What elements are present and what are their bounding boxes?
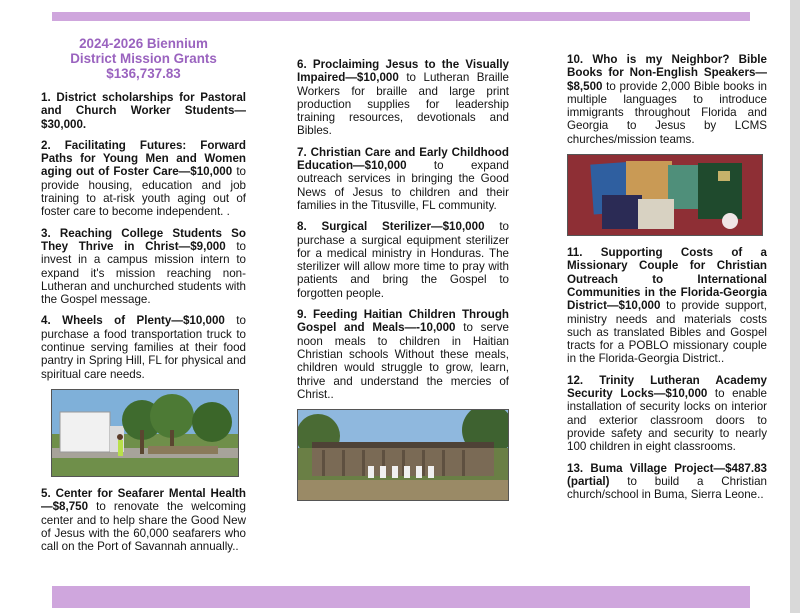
item-number: 13. — [567, 461, 584, 475]
grant-item-11 — [567, 246, 767, 366]
item-body: to provide housing, education and job training to at-risk youth aging out of foster care to become independent. . — [41, 165, 247, 219]
top-color-band — [52, 12, 750, 21]
item-body: to provide support, ministry needs and materials costs such as translated Bibles and Gospel tracts for a POBLO missionary couple in the Florida-Georgia District.. — [567, 299, 767, 366]
item-heading: Wheels of Plenty—$10,000 — [62, 314, 225, 328]
item-body: to build a Christian church/school in Buma, Sierra Leone.. — [567, 474, 767, 502]
grant-item-1 — [41, 91, 246, 131]
item-body: to enable installation of security locks on interior and exterior classroom doors to provide safety and security to nearly 100 children in eight classrooms. — [567, 387, 767, 454]
item-body: to purchase a food transportation truck to continue serving families at their food pantry in Spring Hill, FL for physical and spiritual care needs. — [41, 314, 246, 381]
grant-item-10 — [567, 53, 767, 146]
item-heading: District scholarships for Pastoral and Church Worker Students—$30,000. — [41, 91, 246, 131]
item-body: to Lutheran Braille Workers for braille and large print production supplies for leadership training resources, devotionals and Bibles. — [297, 71, 509, 138]
item-body: to purchase a surgical equipment sterilizer for a medical ministry in Honduras. The sterilizer will allow more time to pray with patients and bring the Gospel to forgotten people. — [297, 220, 509, 300]
item-number: 11. — [567, 246, 583, 260]
grant-item-4 — [41, 314, 246, 380]
item-body: to renovate the welcoming center and to help share the Good New of Jesus with the 60,000 seafarers who call on the Port of Savannah annually.. — [41, 500, 246, 554]
item-heading: Feeding Haitian Children Through Gospel and Meals—-10,000 — [297, 308, 509, 335]
item-heading: Proclaiming Jesus to the Visually Impaired—$10,000 — [297, 58, 509, 85]
column-right — [567, 53, 767, 509]
scan-edge — [790, 0, 800, 613]
title-line-2: District Mission Grants — [70, 51, 217, 66]
grant-item-12 — [567, 374, 767, 454]
item-number: 12. — [567, 373, 584, 387]
item-number: 8. — [297, 220, 307, 234]
item-body: to provide 2,000 Bible books in multiple languages to introduce immigrants throughout Florida and Georgia to Jesus by LCMS churches/mission teams. — [567, 79, 767, 146]
item-number: 5. — [41, 486, 51, 500]
item-number: 6. — [297, 58, 307, 71]
item-heading: Who is my Neighbor? Bible Books for Non-English Speakers—$8,500 — [567, 53, 767, 93]
title-line-1: 2024-2026 Biennium — [79, 36, 208, 51]
item-body: to expand outreach services in bringing the Good News of Jesus to children and their families in the Titusville, FL community. — [297, 159, 509, 212]
food-truck-photo — [51, 389, 239, 477]
item-body: to serve noon meals to children in Haitian Christian schools Without these meals, children would struggle to grow, learn, thrive and understand the mercies of Christ.. — [297, 321, 509, 401]
grant-item-13 — [567, 462, 767, 502]
item-heading: Trinity Lutheran Academy Security Locks—$10,000 — [567, 373, 767, 401]
bottom-color-band — [52, 586, 750, 608]
item-heading: Center for Seafarer Mental Health—$8,750 — [41, 486, 246, 514]
item-heading: Supporting Costs of a Missionary Couple for Christian Outreach to International Communities in the Florida-Georgia District—$10,000 — [567, 246, 767, 313]
grant-item-5 — [41, 487, 246, 553]
item-number: 4. — [41, 314, 51, 328]
item-number: 1. — [41, 91, 51, 104]
haiti-school-photo — [297, 409, 509, 501]
item-heading: Facilitating Futures: Forward Paths for Young Men and Women aging out of Foster Care—$10,000 — [41, 138, 246, 179]
item-body: to invest in a campus mission intern to expand it's mission reaching non-Lutheran and unchurched students with the Gospel message. — [41, 239, 246, 307]
bible-books-photo — [567, 154, 763, 236]
item-heading: Buma Village Project—$487.83 (partial) — [567, 461, 767, 488]
item-number: 7. — [297, 145, 307, 159]
column-middle — [297, 58, 509, 501]
grant-item-9 — [297, 308, 509, 401]
item-number: 3. — [41, 226, 51, 240]
item-number: 2. — [41, 138, 51, 152]
title-amount: $136,737.83 — [106, 66, 181, 81]
grant-item-8 — [297, 220, 509, 300]
grant-item-7 — [297, 146, 509, 212]
grant-item-2 — [41, 139, 246, 219]
item-number: 10. — [567, 53, 584, 66]
grant-item-3 — [41, 227, 246, 307]
item-heading: Christian Care and Early Childhood Education—$10,000 — [297, 145, 509, 173]
column-left — [41, 36, 246, 561]
item-number: 9. — [297, 308, 307, 322]
page-title — [41, 36, 246, 81]
item-heading: Surgical Sterilizer—$10,000 — [321, 220, 485, 234]
item-heading: Reaching College Students So They Thrive in Christ—$9,000 — [41, 226, 246, 253]
grant-item-6 — [297, 58, 509, 138]
